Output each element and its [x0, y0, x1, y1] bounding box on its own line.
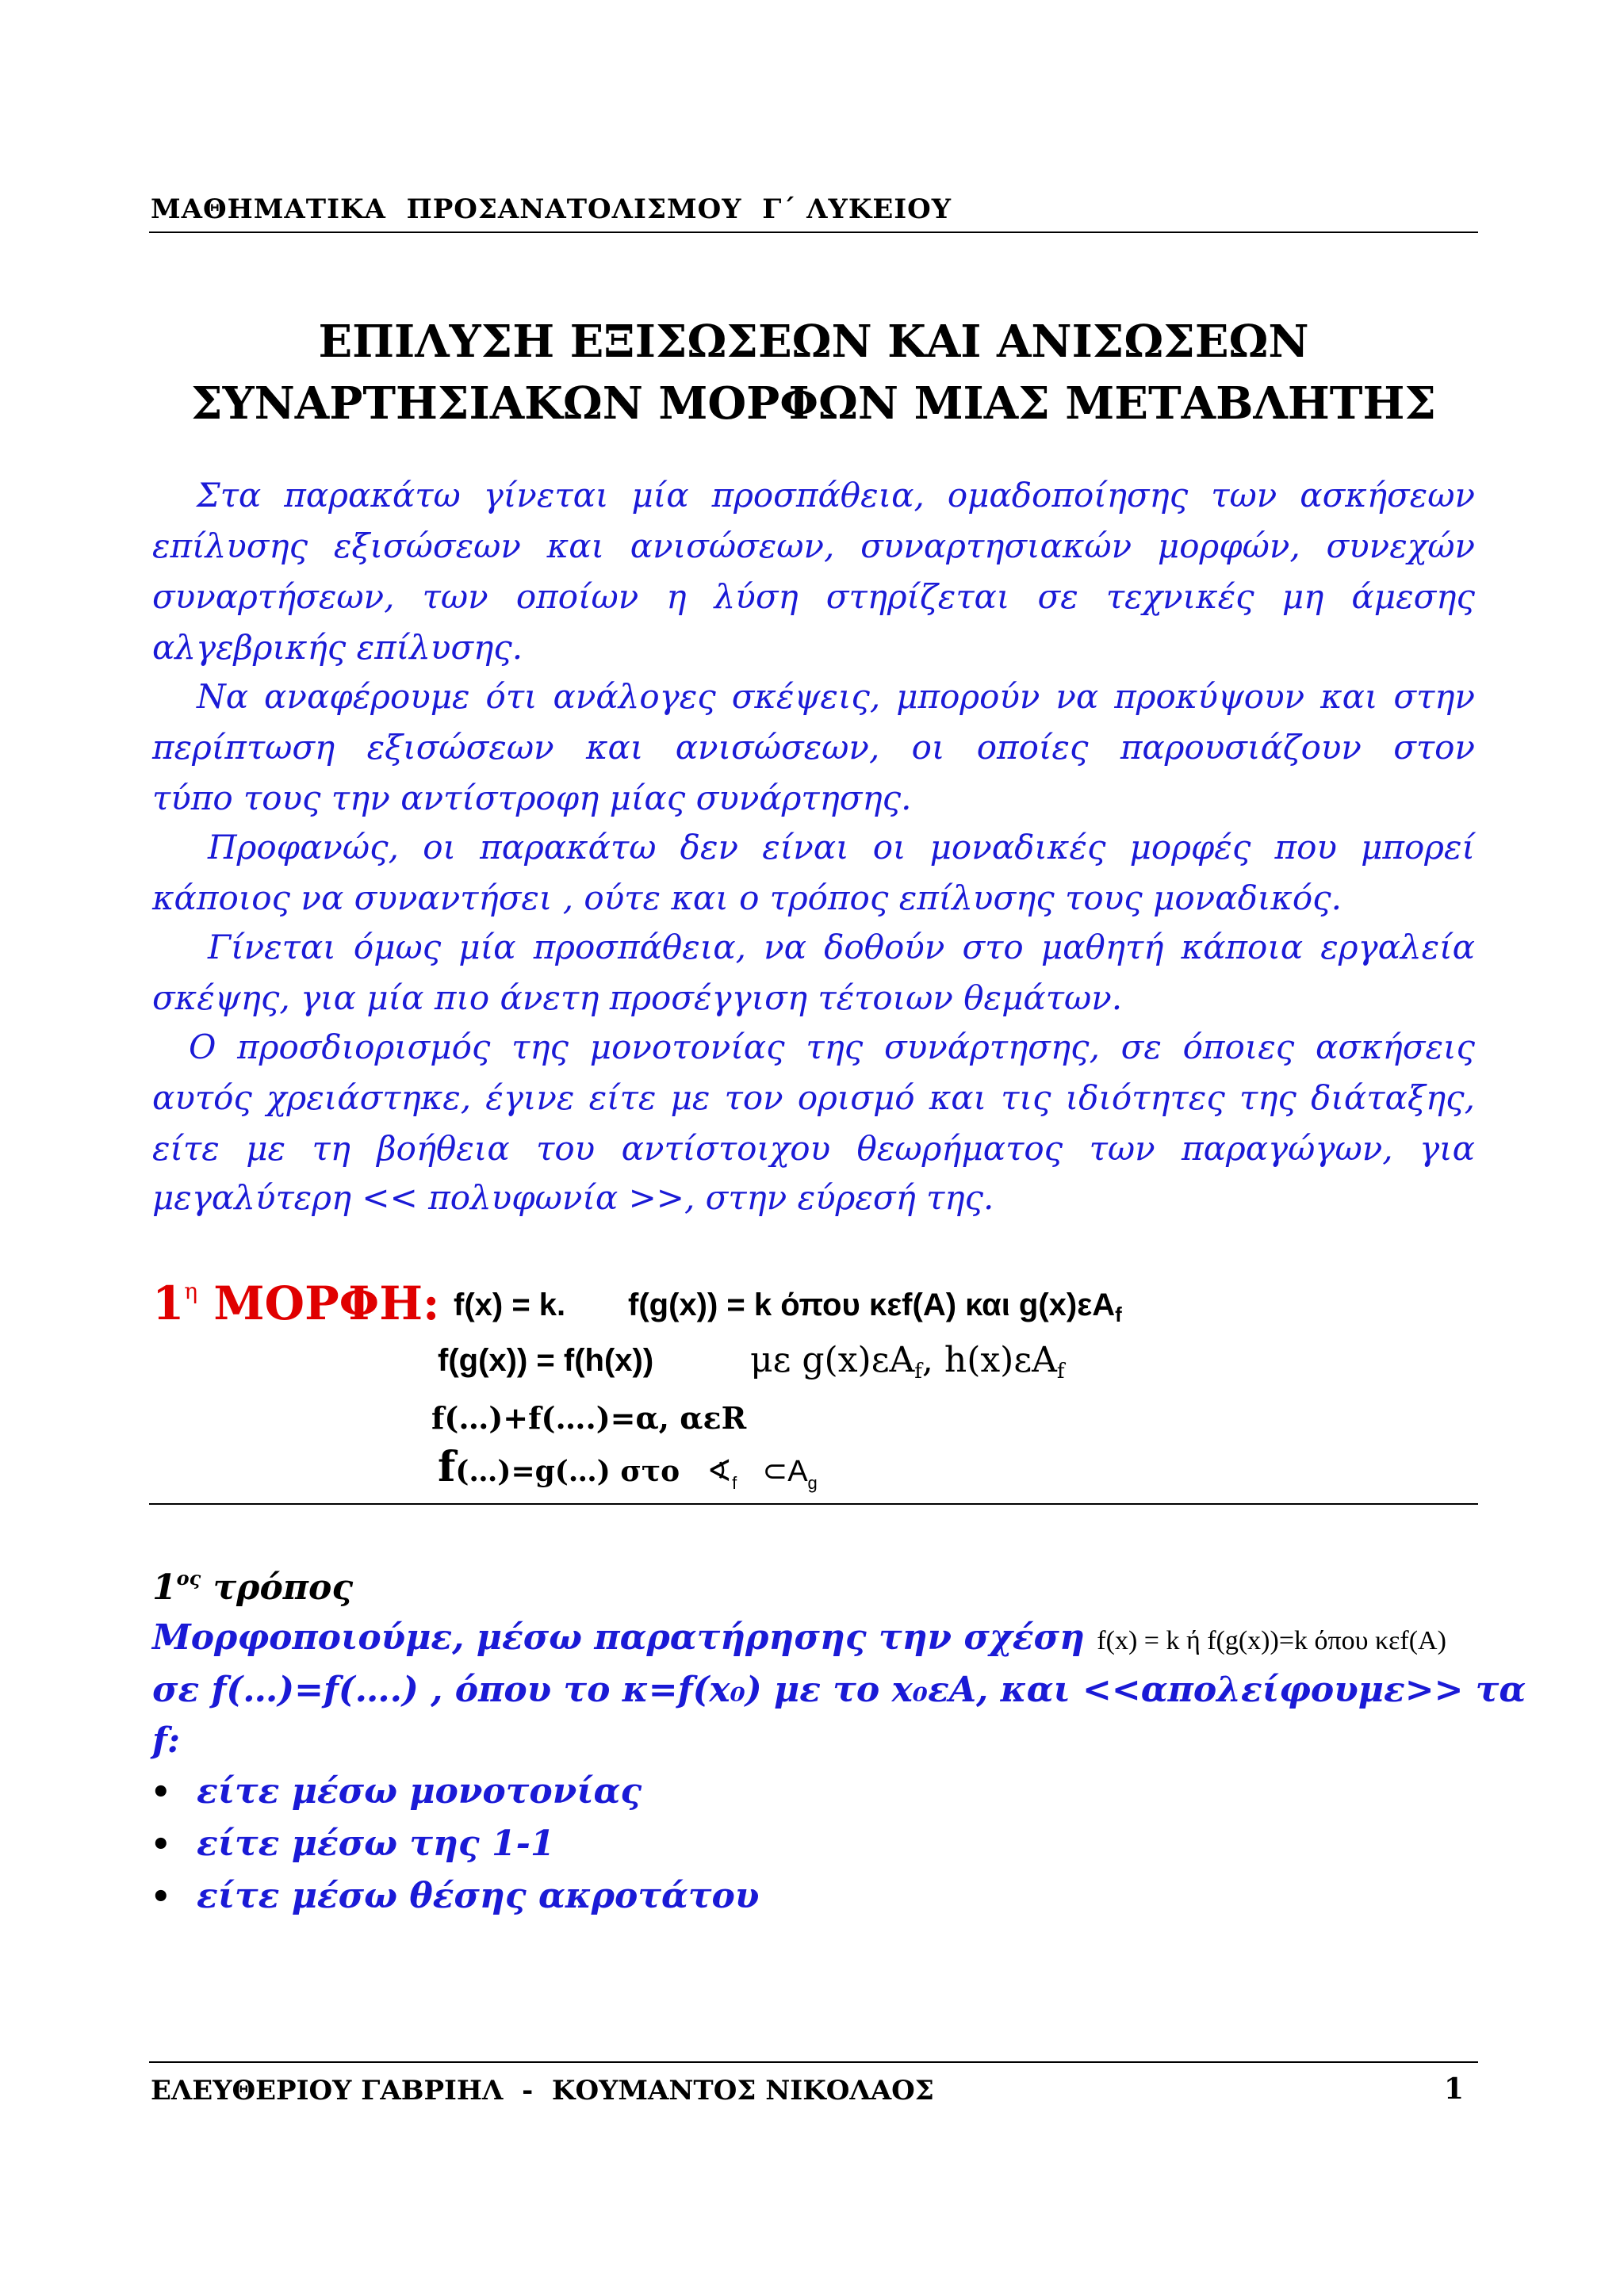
intro-line: επίλυσης εξισώσεων και ανισώσεων, συναρτησιακών μορφών, συνεχών — [152, 526, 1475, 565]
method-title: $1^{o\varsigma}$ τρόπος — [152, 1567, 354, 1608]
intro-line: αυτός χρειάστηκε, έγινε είτε με τον ορισμό και τις ιδιότητες της διάταξης, — [152, 1078, 1475, 1117]
equation-sum-equals-alpha: f(…)+f(….)=α, αεR — [431, 1400, 747, 1436]
bullet-icon: • — [151, 1774, 171, 1811]
intro-line: είτε με τη βοήθεια του αντίστοιχου θεωρήματος των παραγώγων, για — [152, 1129, 1475, 1168]
list-item: • είτε μέσω θέσης ακροτάτου — [151, 1876, 760, 1916]
running-header: ΜΑΘΗΜΑΤΙΚΑ ΠΡΟΣΑΝΑΤΟΛΙΣΜΟΥ Γ΄ ΛΥΚΕΙΟΥ — [151, 193, 952, 225]
equation-f-equals-g: f(…)=g(…) στο ∢f ⊂Ag — [438, 1443, 818, 1493]
intro-line: Να αναφέρουμε ότι ανάλογες σκέψεις, μπορούν να προκύψουν και στην — [197, 677, 1475, 716]
intro-line: κάποιος να συναντήσει , ούτε και ο τρόπος επίλυσης τους μοναδικός. — [152, 878, 1342, 917]
header-rule — [149, 232, 1478, 233]
document-title-line-1: ΕΠΙΛΥΣΗ ΕΞΙΣΩΣΕΩΝ ΚΑΙ ΑΝΙΣΩΣΕΩΝ — [318, 316, 1309, 368]
method-description-line-1: Μορφοποιούμε, μέσω παρατήρησης την σχέση f(x) = k ή f(g(x))=k όπου κεf(A) — [152, 1617, 1446, 1658]
form-number: 1 — [152, 1276, 185, 1330]
method-description-line-2: σε f(…)=f(….) , όπου το κ=f(x₀) με το x₀εA, και <<απολείφουμε>> τα — [152, 1670, 1526, 1710]
footer-rule — [149, 2061, 1478, 2063]
intro-line: περίπτωση εξισώσεων και ανισώσεων, οι οποίες παρουσιάζουν στον — [152, 728, 1475, 767]
form-label: ΜΟΡΦΗ: — [213, 1276, 440, 1330]
equation-domain-condition: με $g(x)\varepsilon A_f$, $h(x)\varepsilon A_f$ — [750, 1340, 1065, 1383]
equation-f-equals-k: f(x) = k. — [454, 1288, 566, 1322]
footer-authors: ΕΛΕΥΘΕΡΙΟΥ ΓΑΒΡΙΗΛ - ΚΟΥΜΑΝΤΟΣ ΝΙΚΟΛΑΟΣ — [151, 2075, 934, 2107]
list-item: • είτε μέσω της 1-1 — [151, 1823, 555, 1864]
angle-symbol: ∢ — [707, 1453, 733, 1488]
intro-line: Γίνεται όμως μία προσπάθεια, να δοθούν στο μαθητή κάποια εργαλεία — [208, 928, 1475, 966]
list-item: • είτε μέσω μονοτονίας — [151, 1771, 642, 1812]
form-number-suffix: η — [184, 1278, 198, 1304]
inline-formula: f(x) = k ή f(g(x))=k όπου κεf(A) — [1097, 1626, 1446, 1655]
form-divider — [149, 1503, 1478, 1505]
intro-line: μεγαλύτερη << πολυφωνία >>, στην εύρεσή της. — [152, 1178, 994, 1217]
bullet-icon: • — [151, 1878, 171, 1915]
intro-line: σκέψης, για μία πιο άνετη προσέγγιση τέτοιων θεμάτων. — [152, 978, 1123, 1017]
subset-symbol: ⊂ — [762, 1453, 788, 1488]
document-title-line-2: ΣΥΝΑΡΤΗΣΙΑΚΩΝ ΜΟΡΦΩΝ ΜΙΑΣ ΜΕΤΑΒΛΗΤΗΣ — [191, 377, 1436, 430]
intro-line: τύπο τους την αντίστροφη μίας συνάρτησης. — [152, 779, 912, 817]
form-heading — [152, 1276, 439, 1330]
equation-fg-equals-fh: f(g(x)) = f(h(x)) — [438, 1343, 654, 1378]
bullet-icon: • — [151, 1826, 171, 1863]
intro-line: Ο προσδιορισμός της μονοτονίας της συνάρτησης, σε όποιες ασκήσεις — [189, 1027, 1475, 1066]
equation-fg-equals-k: f(g(x)) = k όπου κεf(A) και $g(x)\varepsilon A_f$ — [628, 1288, 1122, 1326]
intro-line: Προφανώς, οι παρακάτω δεν είναι οι μοναδικές μορφές που μπορεί — [208, 828, 1475, 867]
page-number: 1 — [1443, 2072, 1464, 2106]
intro-line: συναρτήσεων, των οποίων η λύση στηρίζεται σε τεχνικές μη άμεσης — [152, 577, 1475, 616]
intro-line: αλγεβρικής επίλυσης. — [152, 628, 523, 667]
intro-line: Στα παρακάτω γίνεται μία προσπάθεια, ομαδοποίησης των ασκήσεων — [197, 476, 1475, 515]
method-description-line-3: f: — [152, 1720, 181, 1761]
